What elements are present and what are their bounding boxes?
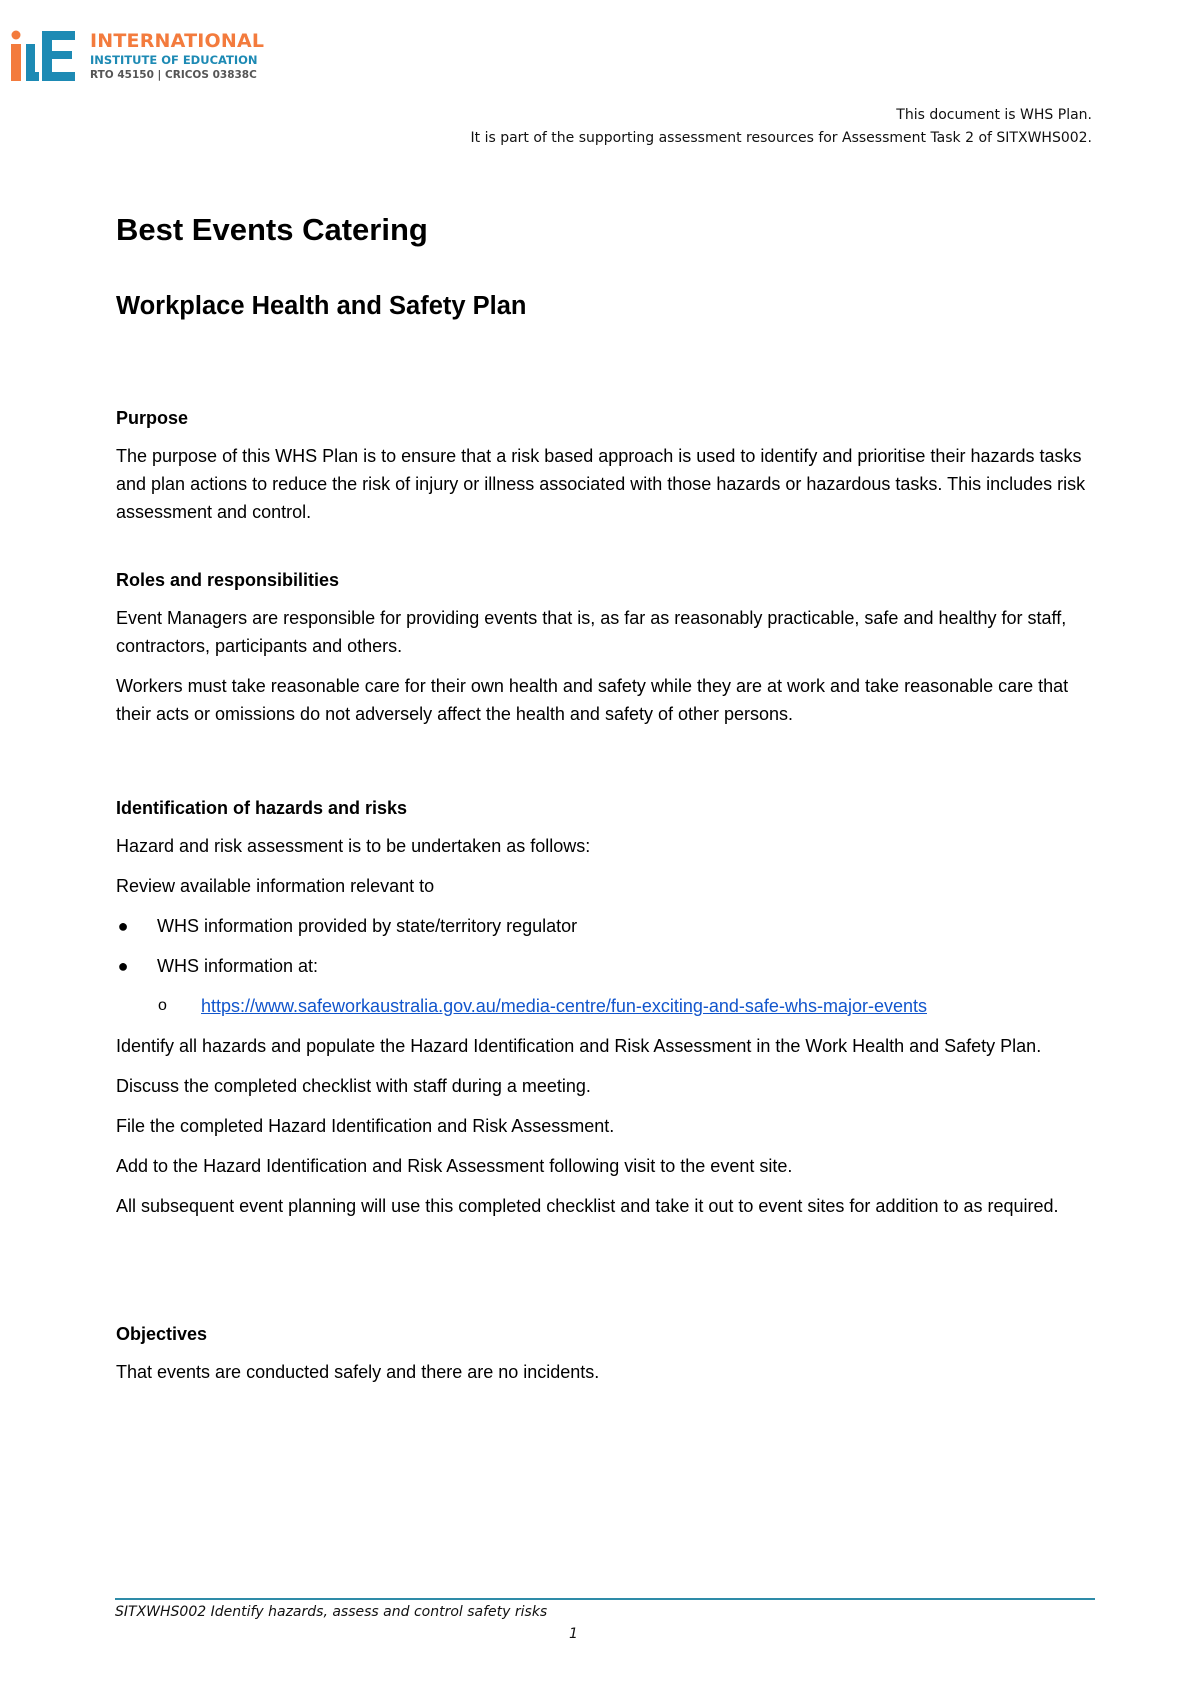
objectives-section (116, 1322, 1096, 1398)
objectives-heading: Objectives (116, 1324, 208, 1344)
bullet-text-regulator: WHS information provided by state/territory regulator (157, 916, 578, 936)
list-item (116, 912, 1096, 940)
identification-section (116, 796, 1096, 1232)
bullet-icon: ● (117, 956, 129, 976)
roles-heading: Roles and responsibilities (116, 570, 340, 590)
identification-step-5: All subsequent event planning will use this completed checklist and take it out to event sites for addition to as required. (116, 1196, 1059, 1216)
list-item (116, 952, 1096, 980)
identification-step-1: Identify all hazards and populate the Hazard Identification and Risk Assessment in the Work Health and Safety Plan. (116, 1036, 1042, 1056)
safework-australia-link[interactable]: https://www.safeworkaustralia.gov.au/media-centre/fun-exciting-and-safe-whs-major-events (201, 996, 927, 1016)
purpose-heading: Purpose (116, 408, 189, 428)
logo-line-rto: RTO 45150 | CRICOS 03838C (90, 69, 257, 81)
bullet-text-whs-info: WHS information at: (157, 956, 319, 976)
logo-wordmark (90, 30, 264, 82)
roles-section (116, 568, 1096, 740)
institute-logo (10, 30, 265, 88)
bullet-icon: ● (117, 916, 129, 936)
footer-unit-title: SITXWHS002 Identify hazards, assess and control safety risks (115, 1604, 548, 1620)
document-note-line-1: This document is WHS Plan. (896, 107, 1092, 123)
logo-line-international: INTERNATIONAL (90, 30, 265, 52)
purpose-text: The purpose of this WHS Plan is to ensure that a risk based approach is used to identify and prioritise their hazards tasks and plan actions to reduce the risk of injury or illness associated with those hazards or hazardous tasks. This includes risk assessment and control. (116, 446, 1086, 522)
iie-logo-icon (10, 30, 76, 82)
document-note (471, 104, 1093, 150)
roles-paragraph-2: Workers must take reasonable care for their own health and safety while they are at work and take reasonable care that their acts or omissions do not adversely affect the health and safety of other persons. (116, 676, 1069, 724)
identification-intro: Hazard and risk assessment is to be undertaken as follows: (116, 836, 591, 856)
purpose-section (116, 406, 1096, 538)
page-number: 1 (569, 1626, 578, 1642)
identification-review: Review available information relevant to (116, 876, 435, 896)
objectives-text: That events are conducted safely and there are no incidents. (116, 1362, 600, 1382)
document-note-line-2: It is part of the supporting assessment resources for Assessment Task 2 of SITXWHS002. (470, 130, 1092, 146)
sub-bullet-marker: o (158, 997, 167, 1014)
identification-step-3: File the completed Hazard Identification and Risk Assessment. (116, 1116, 615, 1136)
identification-heading: Identification of hazards and risks (116, 798, 408, 818)
document-subtitle: Workplace Health and Safety Plan (116, 292, 527, 320)
identification-step-4: Add to the Hazard Identification and Risk Assessment following visit to the event site. (116, 1156, 793, 1176)
footer-divider (115, 1598, 1095, 1600)
sub-list-item (116, 992, 1096, 1020)
logo-line-institute: INSTITUTE OF EDUCATION (90, 53, 258, 67)
document-title: Best Events Catering (116, 212, 428, 247)
identification-step-2: Discuss the completed checklist with staff during a meeting. (116, 1076, 591, 1096)
roles-paragraph-1: Event Managers are responsible for providing events that is, as far as reasonably practicable, safe and healthy for staff, contractors, participants and others. (116, 608, 1067, 656)
